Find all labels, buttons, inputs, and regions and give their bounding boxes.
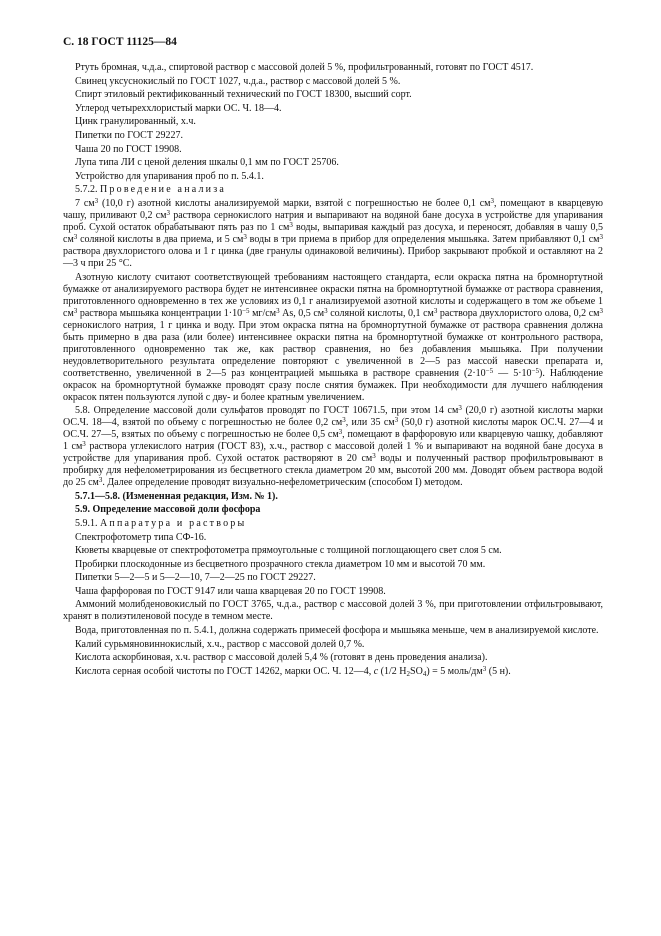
section-number: 5.7.2. <box>75 184 98 196</box>
paragraph-ascorbic-acid: Кислота аскорбиновая, х.ч. раствор с массовой долей 5,4 % (готовят в день проведения анализа). <box>75 652 488 664</box>
paragraph-conformity: Азотную кислоту считают соответствующей требованиям настоящего стандарта, если окраска пятна на бромнортутной бумажке от анализируемого раствора будет не интенсивнее окраски пятна на бромнортутной бумажке от раствора сравнения, приготовленного одновременно в тех же условиях из 0,1 г анализируемой азотной кислоты и содержащего в том же объеме 1 $см^3$ раствора мышьяка концентрации $1\cdot 10^{-5}$ $мг/см^3$ As, 0,5 $см^3$ соляной кислоты, 0,1 $см^3$ раствора двухлористого олова, 0,2 $см^3$ сернокислого натрия, 1 г цинка и воду. При этом окраска пятна на бромнортутной бумажке от раствора сравнения должна быть примерно в два раза (или более) интенсивнее окраски пятна на бромнортутной бумажке от контрольного раствора, приготовленного одновременно так же, как раствор сравнения, но без добавления мышьяка. При получении неудовлетворительного результата определение повторяют с увеличенной в 2—5 раз массой навески препарата и, соответственно, увеличенной в 2—5 раз концентрацией мышьяка в растворе сравнения ($2\cdot 10^{-5}$ — $5\cdot 10^{-5}$). Наблюдение окрасок на бромнортутной бумажке проводят сразу после снятия бумажек. При необходимости для лучшего наблюдения окрасок пятен пользуются лупой с дву- и более кратным увеличением. <box>63 271 603 403</box>
paragraph-magnifier: Лупа типа ЛИ с ценой деления шкалы 0,1 мм по ГОСТ 25706. <box>75 157 339 169</box>
paragraph-porcelain-bowl: Чаша фарфоровая по ГОСТ 9147 или чаша кварцевая 20 по ГОСТ 19908. <box>75 585 386 597</box>
paragraph-bowl: Чаша 20 по ГОСТ 19908. <box>75 143 182 155</box>
paragraph-zinc: Цинк гранулированный, х.ч. <box>75 116 196 128</box>
paragraph-analysis-procedure: 7 $см^3$ (10,0 г) азотной кислоты анализируемой марки, взятой с погрешностью не более 0,1 $см^3$, помещают в кварцевую чашу, приливают 0,2 $см^3$ раствора сернокислого натрия и выпаривают на водяной бане досуха в устройстве для упаривания проб. Сухой остаток обрабатывают пять раз по 1 $см^3$ воды, выпаривая каждый раз досуха, и переносят, добавляя в чашу 0,5 $см^3$ соляной кислоты в два приема, и 5 $см^3$ воды в три приема в прибор для определения мышьяка. Затем прибавляют 0,1 $см^3$ раствора двухлористого олова и 1 г цинка (две гранулы одинаковой величины). Прибор закрывают пробкой и оставляют на 2—3 ч при 25 °С. <box>63 196 604 269</box>
paragraph-ethanol: Спирт этиловый ректификованный технический по ГОСТ 18300, высший сорт. <box>75 89 412 101</box>
section-5-9-1-heading <box>63 518 603 530</box>
editorial-note: 5.7.1—5.8. (Измененная редакция, Изм. № 1). <box>75 490 278 502</box>
section-number: 5.9.1. <box>75 517 98 529</box>
section-title: Проведение анализа <box>100 184 227 196</box>
document-page <box>63 36 603 679</box>
paragraph-carbon-tetrachloride: Углерод четыреххлористый марки ОС. Ч. 18—4. <box>75 102 282 114</box>
paragraph-lead-acetate: Свинец уксуснокислый по ГОСТ 1027, ч.д.а., раствор с массовой долей 5 %. <box>75 75 401 87</box>
section-5-9-heading: 5.9. Определение массовой доли фосфора <box>75 504 261 516</box>
paragraph-test-tubes: Пробирки плоскодонные из бесцветного прозрачного стекла диаметром 10 мм и высотой 70 мм. <box>75 558 486 570</box>
paragraph-spectrophotometer: Спектрофотометр типа СФ-16. <box>75 531 207 543</box>
paragraph-sulfuric-acid: Кислота серная особой чистоты по ГОСТ 14262, марки ОС. Ч. 12—4, c (1/2 $H_2SO_4) = 5$ моль/$дм^3$ (5 н). <box>75 664 511 678</box>
section-5-7-2-heading <box>63 184 603 196</box>
paragraph-antimony-tartrate: Калий сурьмяновиннокислый, х.ч., раствор с массовой долей 0,7 %. <box>75 638 365 650</box>
paragraph-pipettes-2: Пипетки 5—2—5 и 5—2—10, 7—2—25 по ГОСТ 29227. <box>75 572 316 584</box>
page-header: С. 18 ГОСТ 11125—84 <box>63 36 177 48</box>
section-title: Аппаратура и растворы <box>100 517 247 529</box>
paragraph-water: Вода, приготовленная по п. 5.4.1, должна содержать примесей фосфора и мышьяка меньше, чем в анализируемой кислоте. <box>75 625 599 637</box>
paragraph-mercury: Ртуть бромная, ч.д.а., спиртовой раствор с массовой долей 5 %, профильтрованный, готовят по ГОСТ 4517. <box>75 62 534 73</box>
paragraph-ammonium-molybdate: Аммоний молибденовокислый по ГОСТ 3765, ч.д.а., раствор с массовой долей 3 %, при приготовлении отфильтровывают, хранят в полиэтиленовой посуде в темном месте. <box>63 599 603 623</box>
paragraph-cuvettes: Кюветы кварцевые от спектрофотометра прямоугольные с толщиной поглощающего свет слоя 5 см. <box>75 545 502 557</box>
paragraph-sulfates-5-8: 5.8. Определение массовой доли сульфатов проводят по ГОСТ 10671.5, при этом 14 $см^3$ (20,0 г) азотной кислоты марки ОС.Ч. 18—4, взятой по объему с погрешностью не более 0,2 $см^3$, или 35 $см^3$ (50,0 г) азотной кислоты марок ОС.Ч. 27—4 и ОС.Ч. 27—5, взятых по объему с погрешностью не более 0,5 $см^3$, помещают в фарфоровую или кварцевую чашку, добавляют 1 $см^3$ раствора углекислого натрия (ГОСТ 83), х.ч., раствор с массовой долей 1 % и выпаривают на водяной бане досуха в устройстве для упаривания проб. Сухой остаток растворяют в 20 $см^3$ воды и полученный раствор профильтровывают в пробирку для нефелометрирования из бесцветного стекла диаметром 20 мм, высотой 200 мм. Доводят объем раствора водой до 25 $см^3$. Далее определение проводят визуально-нефелометрическим (способом I) методом. <box>63 404 604 489</box>
paragraph-pipettes: Пипетки по ГОСТ 29227. <box>75 129 183 141</box>
paragraph-evaporator: Устройство для упаривания проб по п. 5.4.1. <box>75 170 264 182</box>
